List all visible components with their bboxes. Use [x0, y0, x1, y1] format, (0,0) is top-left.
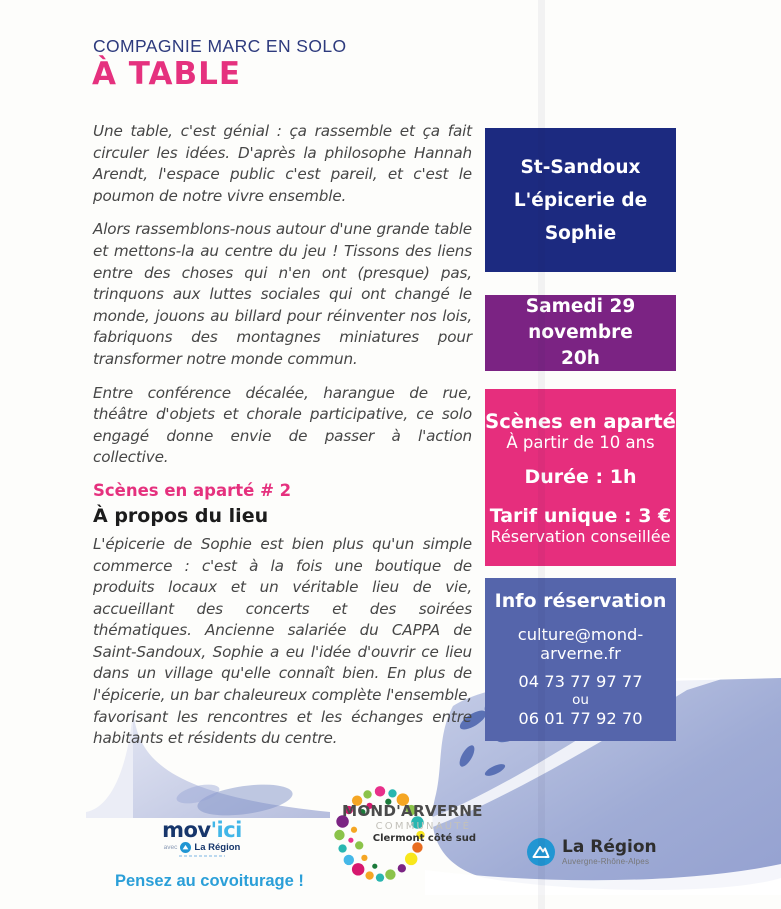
movici-ici-text: 'ici — [210, 818, 242, 842]
age-restriction: À partir de 10 ans — [506, 432, 655, 452]
contact-phone-1: 04 73 77 97 77 — [518, 672, 643, 691]
movici-region-line — [150, 842, 254, 853]
intro-paragraph: Une table, c'est génial : ça rassemble et ça fait circuler les idées. D'après la philosophe Hannah Arendt, l'espace public c'est pareil, et c'est le poumon de notre vivre ensemble. — [93, 122, 472, 205]
article-column — [93, 121, 472, 762]
mondarverne-text — [342, 802, 483, 844]
details-box — [485, 389, 676, 566]
contact-phone-2: 06 01 77 92 70 — [518, 709, 643, 728]
laregion-subtitle: Auvergne-Rhône-Alpes — [562, 857, 650, 866]
carpool-tagline: Pensez au covoiturage ! — [115, 872, 304, 890]
contact-title: Info réservation — [494, 590, 667, 612]
price: Tarif unique : 3 € — [489, 504, 672, 527]
movici-mov-text: mov — [162, 818, 211, 842]
laregion-logo — [527, 838, 657, 866]
movici-logo — [150, 819, 254, 857]
venue-place: L'épicerie de Sophie — [513, 189, 648, 244]
movici-underline — [179, 855, 225, 857]
region-mini-icon — [180, 842, 191, 853]
movici-region-text: La Région — [194, 842, 241, 853]
mondarverne-baseline: Clermont côté sud — [372, 833, 476, 844]
laregion-name: La Région — [562, 837, 657, 857]
event-date: Samedi 29 novembre — [525, 296, 636, 343]
mondarverne-logo — [328, 783, 488, 887]
venue-box — [485, 128, 676, 272]
format-paragraph: Entre conférence décalée, harangue de rue, théâtre d'objets et chorale participative, ce solo engagé donne envie de passer à l'action collective. — [93, 383, 472, 467]
contact-box — [485, 578, 676, 741]
event-time: 20h — [561, 348, 600, 369]
booking-advice: Réservation conseillée — [490, 526, 671, 546]
movici-avec-text: avec — [163, 844, 178, 851]
laregion-text — [562, 838, 657, 866]
contact-email: culture@mond-arverne.fr — [517, 625, 644, 663]
show-title: À TABLE — [92, 56, 242, 92]
date-box — [485, 295, 676, 371]
concept-paragraph: Alors rassemblons-nous autour d'une grande table et mettons-la au centre du jeu ! Tissons des liens entre des choses qui n'en ont (presque) pas, trinquons aux luttes sociales qui ont changé le monde, jouons au billard pour réinventer nos lois, fabriquons des montagnes miniatures pour transformer notre monde commun. — [93, 220, 472, 368]
contact-or: ou — [572, 692, 589, 708]
venue-paragraph: L'épicerie de Sophie est bien plus qu'un simple commerce : c'est à la fois une boutique de produits locaux et un véritable lieu de vie, accueillant des concerts et des soirées thématiques. Ancienne salariée du CAPPA de Saint-Sandoux, Sophie a eu l'idée d'ouvrir ce lieu dans un village qu'elle connaît bien. En plus de l'épicerie, un bar chaleureux complète l'ensemble, favorisant les rencontres et les échanges entre habitants et résidents du centre. — [93, 534, 472, 748]
company-name: COMPAGNIE MARC EN SOLO — [93, 36, 347, 56]
duration: Durée : 1h — [524, 465, 637, 488]
venue-heading: À propos du lieu — [93, 504, 269, 527]
mondarverne-name: MOND'ARVERNE — [342, 802, 483, 820]
mondarverne-communaute: COMMUNAUTÉ — [375, 821, 472, 832]
movici-wordmark — [150, 819, 254, 841]
laregion-mountain-icon — [527, 838, 555, 866]
series-name: Scènes en aparté — [485, 409, 676, 433]
venue-city: St-Sandoux — [520, 156, 641, 178]
series-heading: Scènes en aparté # 2 — [93, 480, 292, 500]
